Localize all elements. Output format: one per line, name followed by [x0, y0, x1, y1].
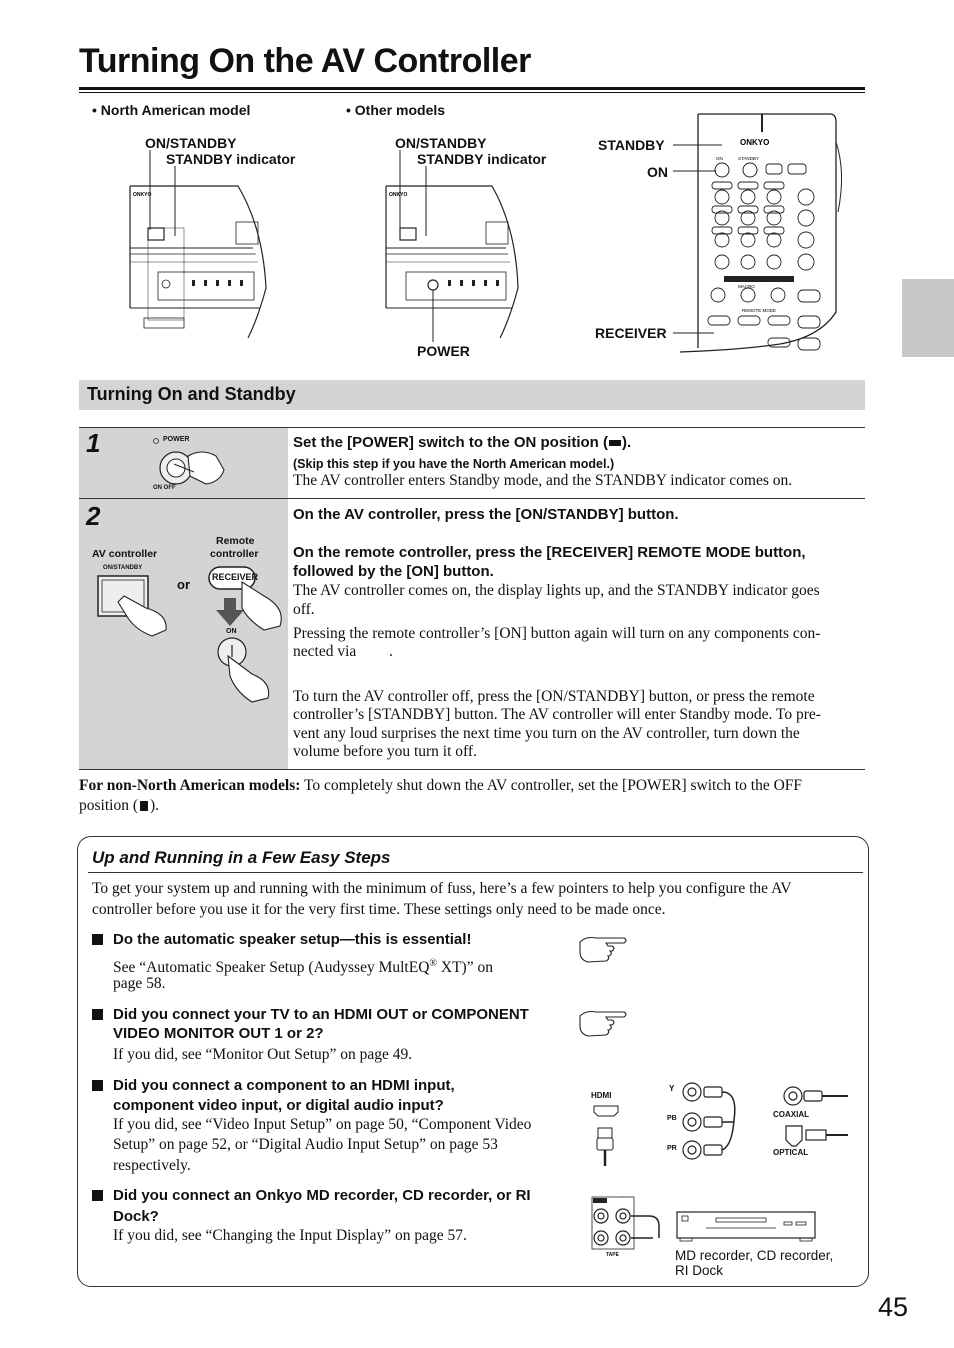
hdmi-connector-icon — [592, 1104, 622, 1170]
other-models-caption: • Other models — [346, 102, 446, 118]
other-controller-illustration — [378, 168, 523, 338]
svg-text:ON: ON — [716, 156, 723, 161]
device-caption-1: MD recorder, CD recorder, — [675, 1248, 834, 1263]
step2-body-2a: Pressing the remote controller’s [ON] button again will turn on any components con- — [293, 625, 821, 642]
device-caption-2: RI Dock — [675, 1263, 724, 1278]
remote-receiver-label: RECEIVER — [595, 325, 667, 341]
bullet-icon — [92, 1190, 103, 1201]
coaxial-connector-icon — [782, 1084, 852, 1110]
step2-heading-b-2: followed by the [ON] button. — [293, 563, 494, 580]
pb-label: PB — [667, 1115, 677, 1122]
step2-body-2c: . — [389, 643, 393, 660]
item2-heading-2: VIDEO MONITOR OUT 1 or 2? — [113, 1025, 324, 1042]
pointing-hand-icon — [578, 934, 630, 966]
step2-av-controller-label: AV controller — [92, 548, 158, 560]
section-heading: Turning On and Standby — [87, 384, 296, 404]
item2-heading-1: Did you connect your TV to an HDMI OUT or COMPONENT — [113, 1006, 529, 1023]
step2-body-3b: controller’s [STANDBY] button. The AV controller will enter Standby mode. To pre- — [293, 706, 821, 723]
step2-number: 2 — [86, 501, 101, 531]
pr-label: PR — [667, 1145, 677, 1152]
step2-body-3c: vent any loud surprises the next time you turn on the AV controller, turn down the — [293, 725, 800, 742]
page-number: 45 — [877, 1292, 908, 1322]
non-na-note-line1: For non-North American models: To completely shut down the AV controller, set the [POWER] switch to the OFF — [79, 777, 803, 794]
step2-heading-a: On the AV controller, press the [ON/STANDBY] button. — [293, 506, 679, 523]
bullet-icon — [92, 1009, 103, 1020]
step2-heading-b-1: On the remote controller, press the [RECEIVER] REMOTE MODE button, — [293, 544, 806, 561]
step1-on-off-label: ON OFF — [153, 485, 176, 491]
item3-body-3: respectively. — [113, 1157, 191, 1174]
switch-on-icon — [609, 440, 621, 446]
step1-heading: Set the [POWER] switch to the ON position ( ). — [293, 434, 632, 451]
item4-heading-2: Dock? — [113, 1208, 159, 1225]
step2-body-1b: off. — [293, 601, 315, 618]
hdmi-label: HDMI — [591, 1091, 612, 1100]
coaxial-label: COAXIAL — [773, 1110, 809, 1119]
item3-heading-2: component video input, or digital audio input? — [113, 1097, 444, 1114]
easy-steps-intro-1: To get your system up and running with the minimum of fuss, here’s a few pointers to help you configure the AV — [92, 880, 792, 897]
y-label: Y — [669, 1084, 675, 1093]
tape-label: TAPE — [606, 1252, 619, 1258]
step-table-bottom-rule — [79, 769, 865, 770]
step2-body-2b: nected via — [293, 643, 357, 660]
step2-remote-label-2: controller — [210, 548, 259, 560]
step2-body-3a: To turn the AV controller off, press the [ON/STANDBY] button, or press the remote — [293, 688, 815, 705]
on-button-label: ON — [226, 628, 237, 635]
svg-text:STANDBY: STANDBY — [738, 156, 759, 161]
step2-body-3d: volume before you turn it off. — [293, 743, 477, 760]
easy-steps-title-rule — [88, 872, 863, 873]
item3-heading-1: Did you connect a component to an HDMI input, — [113, 1077, 455, 1094]
other-on-standby-label: ON/STANDBY — [395, 135, 487, 151]
other-standby-indicator-label: STANDBY indicator — [417, 151, 547, 167]
optical-connector-icon — [784, 1124, 850, 1148]
step1-body: The AV controller enters Standby mode, and the STANDBY indicator comes on. — [293, 472, 793, 489]
on-standby-button-label: ON/STANDBY — [103, 565, 143, 571]
svg-text:ONKYO: ONKYO — [740, 138, 770, 147]
easy-steps-title: Up and Running in a Few Easy Steps — [92, 848, 391, 867]
item1-body-1: See “Automatic Speaker Setup (Audyssey MultEQ® XT)” on — [113, 958, 493, 977]
remote-standby-label: STANDBY — [598, 137, 665, 153]
bullet-icon — [92, 934, 103, 945]
item2-body-1: If you did, see “Monitor Out Setup” on page 49. — [113, 1046, 413, 1063]
svg-text:ONKYO: ONKYO — [389, 192, 408, 198]
item3-body-2: Setup” on page 52, or “Digital Audio Input Setup” on page 53 — [113, 1136, 498, 1153]
svg-text:MACRO: MACRO — [738, 284, 755, 289]
pointing-hand-icon — [578, 1008, 630, 1040]
receiver-press-illustration — [206, 564, 288, 704]
remote-controller-illustration — [680, 112, 860, 357]
or-label: or — [177, 577, 190, 592]
switch-off-icon — [140, 801, 148, 811]
item4-body-1: If you did, see “Changing the Input Display” on page 57. — [113, 1227, 467, 1244]
svg-text:ONKYO: ONKYO — [133, 192, 152, 198]
step2-remote-label-1: Remote — [216, 535, 255, 547]
on-standby-press-illustration — [96, 574, 176, 638]
step2-body-1a: The AV controller comes on, the display lights up, and the STANDBY indicator goes — [293, 582, 820, 599]
optical-label: OPTICAL — [773, 1148, 809, 1157]
bullet-icon — [92, 1080, 103, 1091]
easy-steps-intro-2: controller before you use it for the very first time. These settings only need to be made once. — [92, 901, 666, 918]
tape-jacks-icon — [591, 1196, 681, 1254]
remote-on-label: ON — [647, 164, 668, 180]
na-model-caption: • North American model — [92, 102, 251, 118]
component-video-connectors-icon — [680, 1080, 750, 1160]
item3-body-1: If you did, see “Video Input Setup” on page 50, “Component Video — [113, 1116, 532, 1133]
item1-heading: Do the automatic speaker setup—this is essential! — [113, 931, 472, 948]
non-na-note-line2: position ( ). — [79, 797, 160, 814]
section-heading-bar — [79, 380, 865, 410]
md-recorder-device-icon — [676, 1210, 818, 1244]
item4-heading-1: Did you connect an Onkyo MD recorder, CD recorder, or RI — [113, 1187, 531, 1204]
svg-text:REMOTE MODE: REMOTE MODE — [742, 308, 777, 313]
na-standby-indicator-label: STANDBY indicator — [166, 151, 296, 167]
step1-number: 1 — [86, 428, 101, 458]
na-on-standby-label: ON/STANDBY — [145, 135, 237, 151]
other-power-label: POWER — [417, 343, 470, 359]
non-na-label: For non-North American models: — [79, 777, 301, 794]
step1-power-label: POWER — [163, 436, 190, 443]
page-title: Turning On the AV Controller — [79, 42, 531, 80]
receiver-button-label: RECEIVER — [212, 572, 259, 582]
item1-body-2: page 58. — [113, 975, 166, 992]
step1-note: (Skip this step if you have the North American model.) — [293, 457, 615, 471]
